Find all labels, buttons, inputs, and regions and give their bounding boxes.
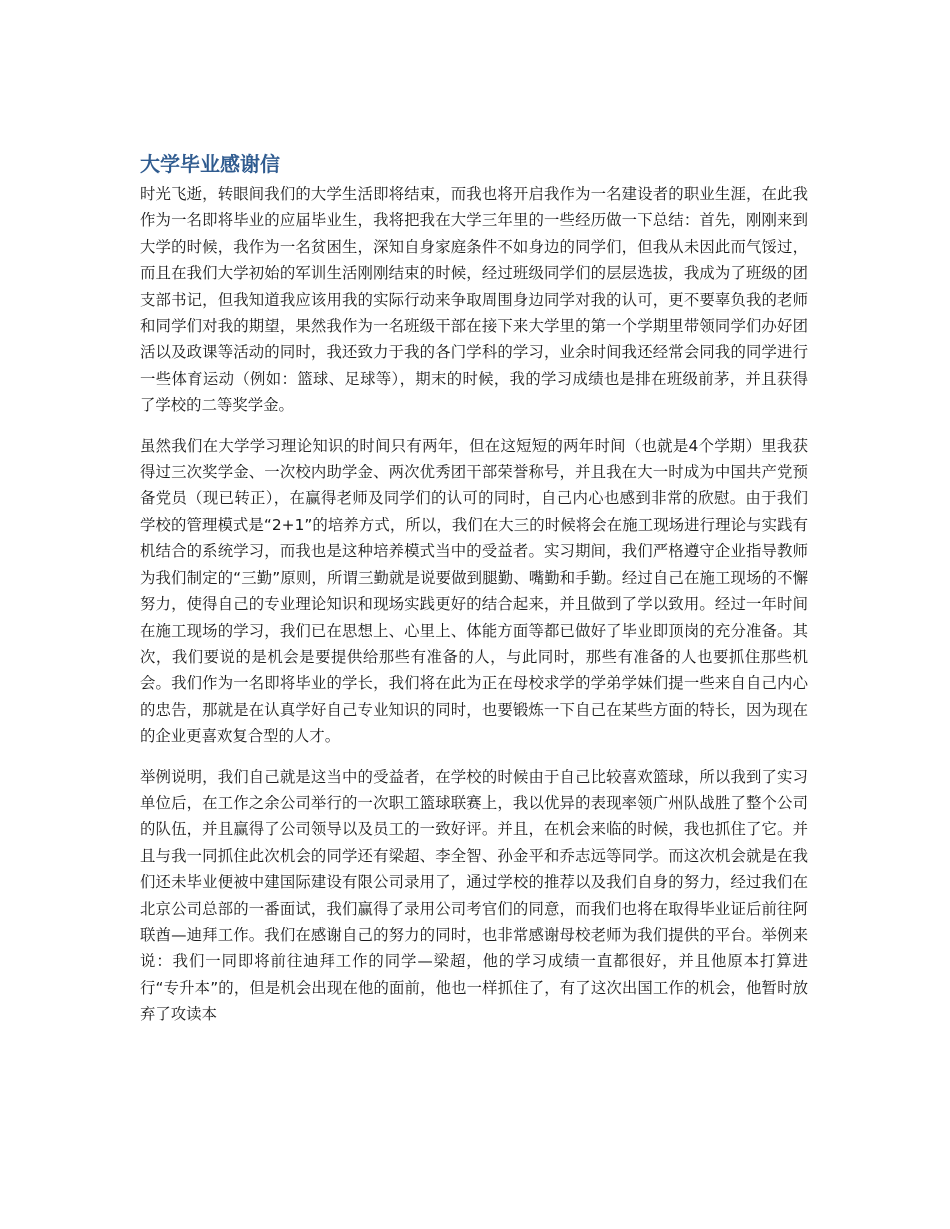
- document-page: [140, 150, 808, 1042]
- paragraph-2: 虽然我们在大学学习理论知识的时间只有两年，但在这短短的两年时间（也就是4个学期）里我获得过三次奖学金、一次校内助学金、两次优秀团干部荣誉称号，并且我在大一时成为中国共产党预备党员（现已转正），在赢得老师及同学们的认可的同时，自己内心也感到非常的欣慰。由于我们学校的管理模式是“2+1”的培养方式，所以，我们在大三的时候将会在施工现场进行理论与实践有机结合的系统学习，而我也是这种培养模式当中的受益者。实习期间，我们严格遵守企业指导教师为我们制定的“三勤”原则，所谓三勤就是说要做到腿勤、嘴勤和手勤。经过自己在施工现场的不懈努力，使得自己的专业理论知识和现场实践更好的结合起来，并且做到了学以致用。经过一年时间在施工现场的学习，我们已在思想上、心里上、体能方面等都已做好了毕业即顶岗的充分准备。其次，我们要说的是机会是要提供给那些有准备的人，与此同时，那些有准备的人也要抓住那些机会。我们作为一名即将毕业的学长，我们将在此为正在母校求学的学弟学妹们提一些来自自己内心的忠告，那就是在认真学好自己专业知识的同时，也要锻炼一下自己在某些方面的特长，因为现在的企业更喜欢复合型的人才。: [140, 436, 808, 746]
- paragraph-1: 时光飞逝，转眼间我们的大学生活即将结束，而我也将开启我作为一名建设者的职业生涯，在此我作为一名即将毕业的应届毕业生，我将把我在大学三年里的一些经历做一下总结：首先，刚刚来到大学的时候，我作为一名贫困生，深知自身家庭条件不如身边的同学们，但我从未因此而气馁过，而且在我们大学初始的军训生活刚刚结束的时候，经过班级同学们的层层选拔，我成为了班级的团支部书记，但我知道我应该用我的实际行动来争取周围身边同学对我的认可，更不要辜负我的老师和同学们对我的期望，果然我作为一名班级干部在接下来大学里的第一个学期里带领同学们办好团活以及政课等活动的同时，我还致力于我的各门学科的学习，业余时间我还经常会同我的同学进行一些体育运动（例如：篮球、足球等），期末的时候，我的学习成绩也是排在班级前茅，并且获得了学校的二等奖学金。: [140, 185, 808, 415]
- document-title: 大学毕业感谢信: [140, 152, 280, 176]
- paragraph-3: 举例说明，我们自己就是这当中的受益者，在学校的时候由于自己比较喜欢篮球，所以我到了实习单位后，在工作之余公司举行的一次职工篮球联赛上，我以优异的表现率领广州队战胜了整个公司的队伍，并且赢得了公司领导以及员工的一致好评。并且，在机会来临的时候，我也抓住了它。并且与我一同抓住此次机会的同学还有梁超、李全智、孙金平和乔志远等同学。而这次机会就是在我们还未毕业便被中建国际建设有限公司录用了，通过学校的推荐以及我们自身的努力，经过我们在北京公司总部的一番面试，我们赢得了录用公司考官们的同意，而我们也将在取得毕业证后前往阿联酋—迪拜工作。我们在感谢自己的努力的同时，也非常感谢母校老师为我们提供的平台。举例来说：我们一同即将前往迪拜工作的同学—梁超，他的学习成绩一直都很好，并且他原本打算进行“专升本”的，但是机会出现在他的面前，他也一样抓住了，有了这次出国工作的机会，他暂时放弃了攻读本: [140, 767, 808, 1024]
